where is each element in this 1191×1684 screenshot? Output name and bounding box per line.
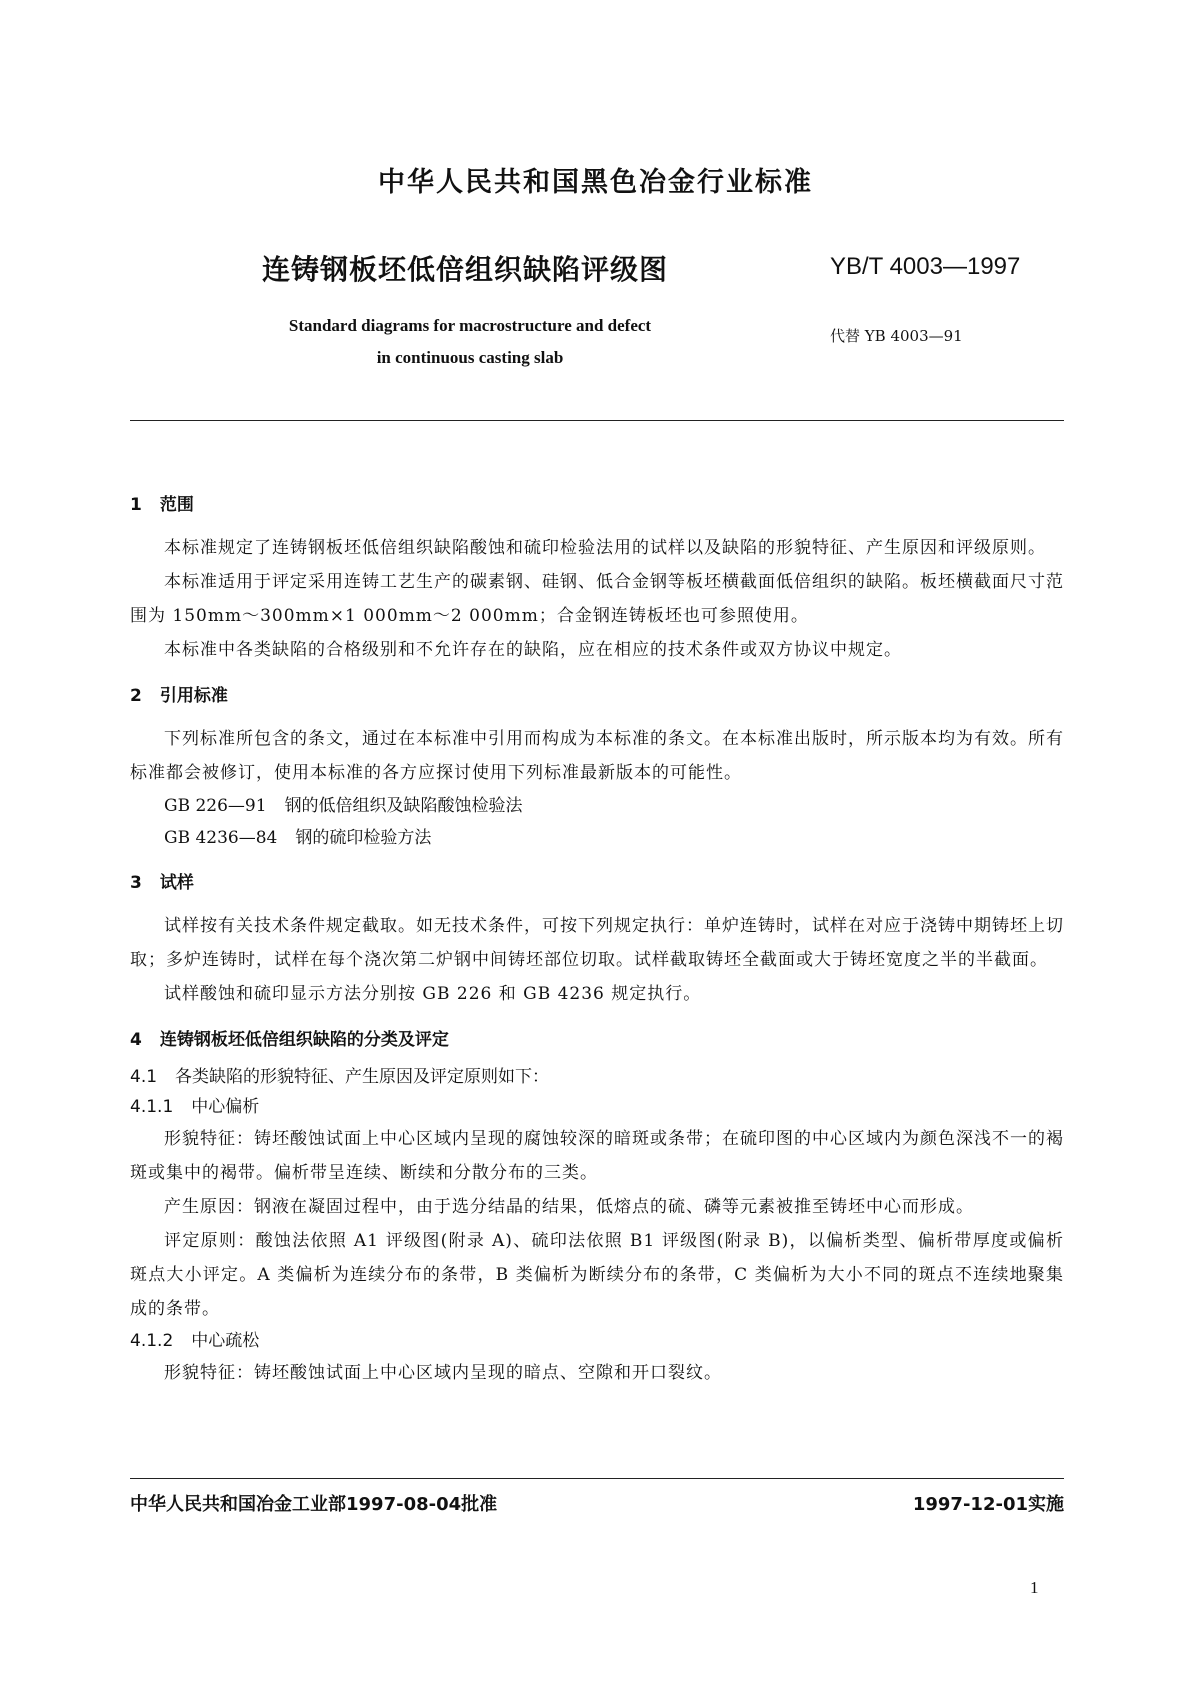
section-number: 2 [130,686,142,706]
section-number: 3 [130,873,142,893]
english-title-line-2: in continuous casting slab [376,348,564,367]
document-body [130,490,1064,1390]
reference-name: 钢的硫印检验方法 [295,828,432,848]
section-4-heading [130,1025,1064,1050]
clause-4-1-1-paragraph-1: 形貌特征：铸坯酸蚀试面上中心区域内呈现的腐蚀较深的暗斑或条带；在硫印图的中心区域内为颜色深浅不一的褐斑或集中的褐带。偏析带呈连续、断续和分散分布的三类。 [130,1129,1064,1183]
clause-4-1-1-paragraph-3: 评定原则：酸蚀法依照 A1 评级图(附录 A)、硫印法依照 B1 评级图(附录 B)，以偏析类型、偏析带厚度或偏析斑点大小评定。A 类偏析为连续分布的条带，B 类偏析为断续分布的条带，C 类偏析为大小不同的斑点不连续地聚集成的条带。 [130,1231,1064,1319]
section-3-paragraph-1: 试样按有关技术条件规定截取。如无技术条件，可按下列规定执行：单炉连铸时，试样在对应于浇铸中期铸坯上切取；多炉连铸时，试样在每个浇次第二炉钢中间铸坯部位切取。试样截取铸坯全截面或大于铸坯宽度之半的半截面。 [130,916,1064,970]
section-2-paragraph-1: 下列标准所包含的条文，通过在本标准中引用而构成为本标准的条文。在本标准出版时，所示版本均为有效。所有标准都会被修订，使用本标准的各方应探讨使用下列标准最新版本的可能性。 [130,729,1064,783]
clause-text: 各类缺陷的形貌特征、产生原因及评定原则如下： [175,1067,550,1087]
section-3-paragraph-2: 试样酸蚀和硫印显示方法分别按 GB 226 和 GB 4236 规定执行。 [164,984,702,1004]
issuing-authority-title: 中华人民共和国黑色冶金行业标准 [378,167,813,198]
clause-number: 4.1 [130,1067,158,1087]
footer-divider [130,1478,1064,1479]
approval-statement: 中华人民共和国冶金工业部1997-08-04批准 [130,1494,498,1515]
section-title: 范围 [159,495,194,515]
section-1-paragraph-3: 本标准中各类缺陷的合格级别和不允许存在的缺陷，应在相应的技术条件或双方协议中规定。 [164,640,902,660]
clause-title: 中心偏析 [191,1097,260,1117]
reference-item [130,790,1064,822]
header-divider [130,420,1064,421]
replaces-note: 代替 YB 4003—91 [830,327,963,345]
clause-number: 4.1.1 [130,1097,174,1117]
clause-4-1 [130,1062,1064,1092]
clause-4-1-1-paragraph-2: 产生原因：钢液在凝固过程中，由于选分结晶的结果，低熔点的硫、磷等元素被推至铸坯中心而形成。 [164,1197,974,1217]
clause-number: 4.1.2 [130,1331,174,1351]
section-3-heading [130,868,1064,893]
reference-item [130,822,1064,854]
reference-code: GB 226—91 [164,796,267,816]
effective-date: 1997-12-01实施 [912,1494,1064,1515]
clause-4-1-1-heading [130,1092,1064,1122]
standard-number: YB/T 4003—1997 [830,253,1021,280]
page-number: 1 [1030,1578,1039,1597]
section-title: 连铸钢板坯低倍组织缺陷的分类及评定 [159,1030,449,1050]
section-title: 引用标准 [159,686,228,706]
clause-4-1-2-heading [130,1326,1064,1356]
section-number: 4 [130,1030,142,1050]
section-1-heading [130,490,1064,515]
section-1-paragraph-1: 本标准规定了连铸钢板坯低倍组织缺陷酸蚀和硫印检验法用的试样以及缺陷的形貌特征、产生原因和评级原则。 [164,538,1046,558]
reference-name: 钢的低倍组织及缺陷酸蚀检验法 [284,796,523,816]
section-number: 1 [130,495,142,515]
clause-4-1-2-paragraph-1: 形貌特征：铸坯酸蚀试面上中心区域内呈现的暗点、空隙和开口裂纹。 [164,1363,722,1383]
english-title-line-1: Standard diagrams for macrostructure and defect [288,316,652,335]
section-title: 试样 [159,873,194,893]
section-1-paragraph-2: 本标准适用于评定采用连铸工艺生产的碳素钢、硅钢、低合金钢等板坯横截面低倍组织的缺陷。板坯横截面尺寸范围为 150mm～300mm×1 000mm～2 000mm；合金钢连铸板坯也可参照使用。 [130,572,1064,626]
english-title [220,310,720,374]
reference-code: GB 4236—84 [164,828,278,848]
document-title: 连铸钢板坯低倍组织缺陷评级图 [262,253,669,286]
section-2-heading [130,681,1064,706]
clause-title: 中心疏松 [191,1331,260,1351]
